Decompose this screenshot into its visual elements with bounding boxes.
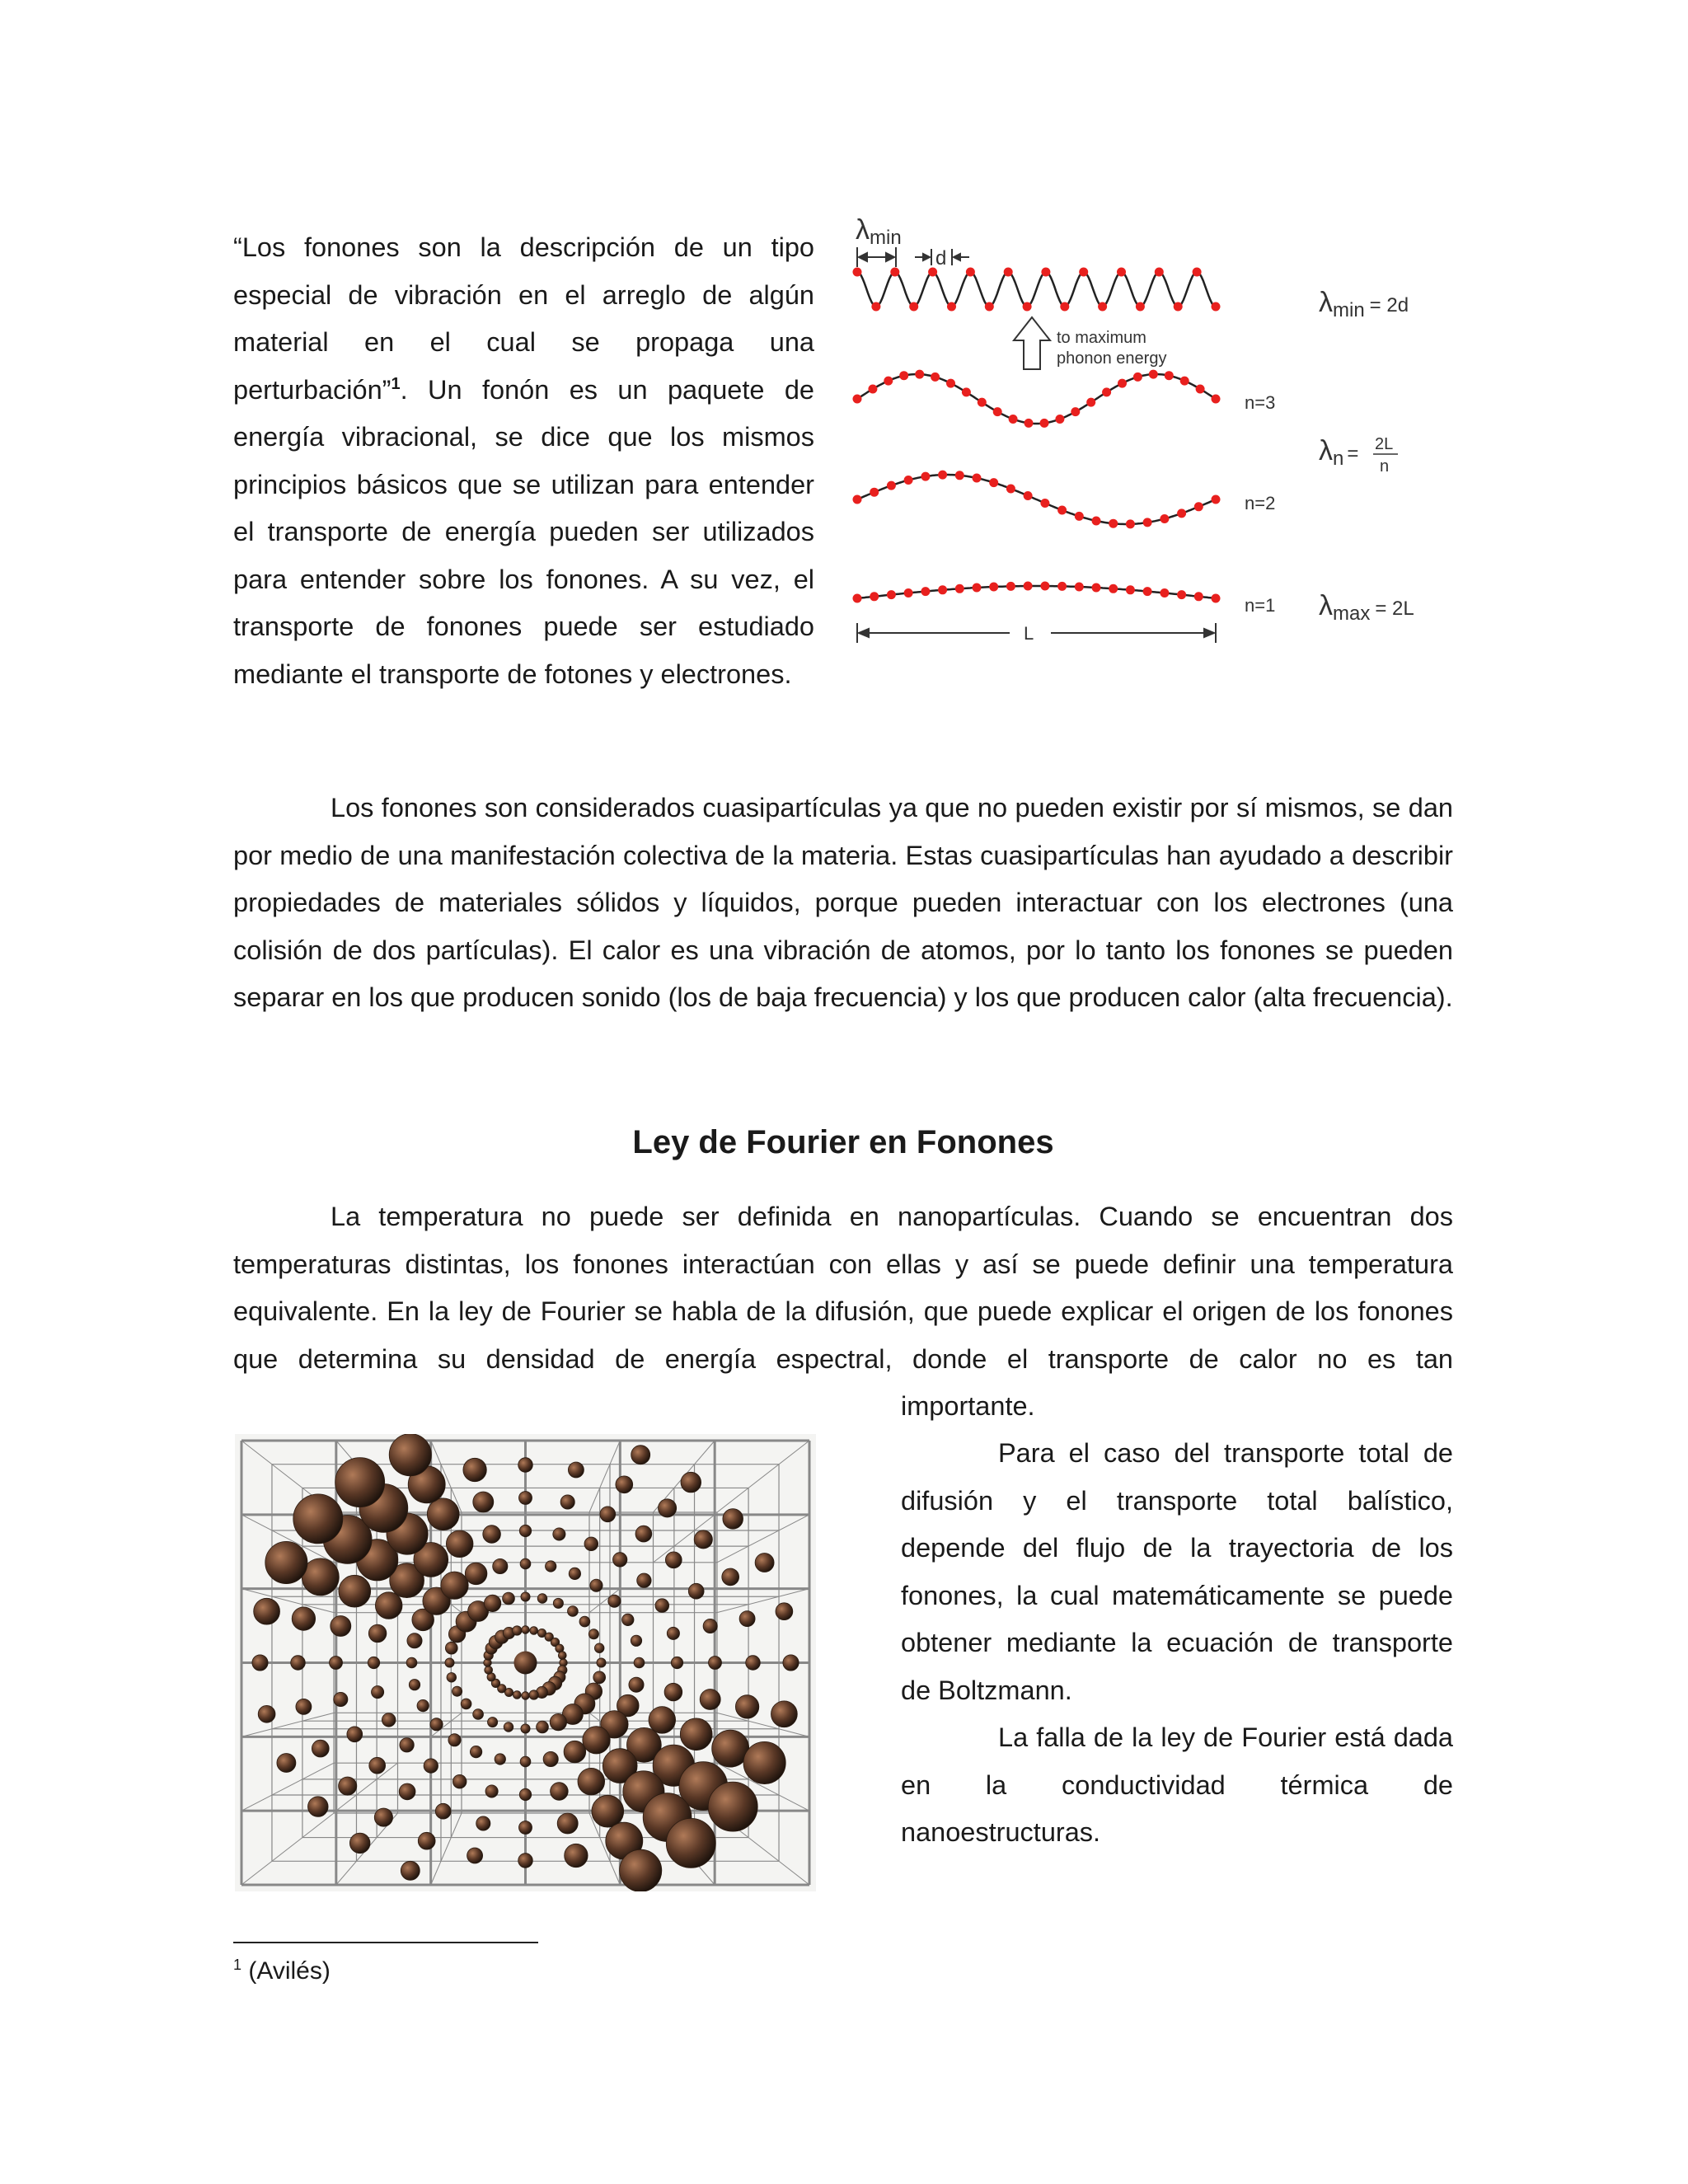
atom-dot-n1 bbox=[1143, 587, 1152, 596]
lattice-atom bbox=[339, 1575, 371, 1607]
lattice-atom bbox=[635, 1526, 652, 1542]
svg-text:2L: 2L bbox=[1375, 435, 1394, 453]
n1-label: n=1 bbox=[1245, 595, 1276, 616]
lattice-atom bbox=[565, 1844, 588, 1867]
lattice-atom bbox=[608, 1595, 621, 1607]
footnote bbox=[233, 1955, 331, 1988]
lattice-atom bbox=[557, 1813, 578, 1834]
lattice-atom bbox=[739, 1611, 755, 1627]
lattice-atom bbox=[427, 1498, 459, 1530]
lattice-atom bbox=[291, 1656, 306, 1671]
atom-dot-n3 bbox=[1118, 379, 1127, 388]
atom-dot-n3 bbox=[962, 387, 971, 396]
lattice-atom bbox=[339, 1777, 357, 1795]
lattice-atom bbox=[521, 1724, 530, 1733]
lattice-atom bbox=[597, 1658, 606, 1667]
atom-dot-n2 bbox=[870, 488, 879, 497]
atom-dot-n3 bbox=[1102, 387, 1111, 396]
lattice-atom bbox=[495, 1754, 505, 1765]
lattice-atom bbox=[461, 1699, 471, 1709]
atom-dot-n2 bbox=[989, 478, 998, 487]
lattice-atom bbox=[553, 1598, 563, 1608]
atom-dot-n2 bbox=[1040, 499, 1049, 508]
eq-lambda-min: λmin = 2d bbox=[1319, 287, 1409, 321]
lattice-atom bbox=[600, 1507, 616, 1522]
atom-dot-n2 bbox=[921, 472, 930, 481]
atom-dot-n3 bbox=[1009, 415, 1018, 424]
lattice-atom bbox=[521, 1592, 530, 1601]
atom-dot-min bbox=[985, 302, 994, 312]
paragraph-fourier-failure: La falla de la ley de Fourier está dada en la conductividad térmica de nanoestructuras. bbox=[901, 1722, 1453, 1847]
lattice-atom bbox=[430, 1718, 443, 1731]
lattice-atom bbox=[553, 1528, 565, 1540]
lattice-atom bbox=[558, 1652, 566, 1660]
atom-dot-n2 bbox=[1177, 509, 1186, 518]
lattice-atom bbox=[560, 1495, 574, 1509]
lattice-atom bbox=[513, 1626, 522, 1635]
atom-dot-n1 bbox=[904, 588, 913, 598]
atom-dot-n2 bbox=[1057, 506, 1067, 515]
lattice-atom bbox=[664, 1683, 682, 1701]
lattice-atom bbox=[407, 1633, 422, 1648]
lattice-atom bbox=[616, 1476, 633, 1493]
lattice-atom bbox=[519, 1492, 532, 1505]
atom-dot-n3 bbox=[899, 371, 908, 380]
atom-dot-n1 bbox=[1024, 582, 1033, 591]
svg-text:n: n bbox=[1380, 457, 1390, 476]
footnote-reference[interactable]: 1 bbox=[391, 374, 401, 393]
lattice-atom bbox=[590, 1579, 603, 1591]
atom-dot-n1 bbox=[973, 583, 982, 593]
lattice-atom bbox=[368, 1657, 379, 1668]
lattice-atom bbox=[593, 1671, 606, 1684]
lattice-atom bbox=[569, 1568, 580, 1579]
lattice-atom bbox=[709, 1657, 722, 1670]
lattice-atom bbox=[746, 1656, 761, 1671]
lattice-atom bbox=[503, 1592, 515, 1605]
lattice-atom bbox=[688, 1583, 704, 1599]
lattice-atom bbox=[447, 1673, 457, 1683]
lattice-atom bbox=[441, 1572, 468, 1599]
lattice-atom bbox=[334, 1692, 348, 1706]
atom-dot-min bbox=[1079, 268, 1088, 277]
atom-dot-n1 bbox=[870, 592, 879, 601]
lattice-atom bbox=[671, 1657, 682, 1668]
atom-dot-min bbox=[1041, 268, 1050, 277]
atom-dot-n2 bbox=[853, 495, 862, 504]
lattice-atom bbox=[375, 1592, 402, 1619]
atom-dot-min bbox=[1136, 302, 1145, 312]
lattice-atom bbox=[406, 1657, 417, 1668]
lattice-atom bbox=[594, 1643, 604, 1653]
atom-dot-n3 bbox=[1025, 419, 1034, 428]
atom-dot-n1 bbox=[955, 584, 964, 593]
atom-dot-n2 bbox=[1092, 517, 1101, 526]
atom-dot-n3 bbox=[946, 379, 955, 388]
lattice-atom bbox=[667, 1627, 679, 1639]
atom-dot-n3 bbox=[1196, 385, 1205, 394]
lattice-atom-centre bbox=[514, 1652, 537, 1675]
arrow-label-line1: to maximum bbox=[1057, 329, 1146, 347]
lattice-atom bbox=[331, 1616, 351, 1637]
atom-dot-n3 bbox=[1086, 398, 1095, 407]
lattice-atom bbox=[530, 1627, 538, 1635]
lattice-atom bbox=[519, 1821, 532, 1835]
atom-dot-min bbox=[871, 302, 880, 312]
lattice-atom bbox=[537, 1594, 547, 1604]
lattice-atom bbox=[629, 1677, 644, 1692]
lattice-atom bbox=[448, 1734, 461, 1746]
lattice-atom bbox=[335, 1458, 385, 1507]
lattice-atom bbox=[252, 1655, 268, 1671]
lattice-atom bbox=[470, 1746, 481, 1757]
lattice-atom bbox=[265, 1541, 307, 1583]
lattice-atom bbox=[622, 1614, 634, 1625]
lattice-atom bbox=[649, 1707, 676, 1734]
atom-dot-n3 bbox=[1149, 370, 1158, 379]
atom-dot-n3 bbox=[1071, 407, 1080, 416]
atom-dot-n2 bbox=[1212, 495, 1221, 504]
lattice-atom bbox=[583, 1727, 610, 1754]
lattice-atom bbox=[592, 1795, 624, 1827]
lattice-atom bbox=[666, 1818, 715, 1868]
lattice-atom bbox=[401, 1861, 420, 1880]
atom-dots bbox=[853, 268, 1221, 603]
lattice-atom bbox=[409, 1680, 420, 1690]
lattice-atom bbox=[537, 1721, 549, 1733]
lattice-atom bbox=[368, 1624, 387, 1643]
lattice-atom bbox=[463, 1458, 486, 1481]
lattice-atom bbox=[529, 1690, 538, 1699]
atom-dot-n2 bbox=[1024, 491, 1033, 500]
atom-dot-n1 bbox=[1194, 592, 1203, 601]
lattice-atom bbox=[417, 1699, 429, 1711]
lattice-atom bbox=[513, 1691, 521, 1699]
atom-dot-n1 bbox=[1092, 583, 1101, 593]
lattice-atom bbox=[484, 1595, 500, 1611]
lattice-atom bbox=[424, 1759, 438, 1773]
phonon-wave-diagram bbox=[849, 204, 1442, 666]
atom-dot-n2 bbox=[1075, 512, 1084, 521]
atom-dot-n3 bbox=[915, 370, 924, 379]
footnote-number: 1 bbox=[233, 1957, 242, 1973]
atom-dot-n3 bbox=[1055, 415, 1064, 424]
atom-dot-n1 bbox=[1075, 583, 1084, 592]
L-dimension bbox=[857, 623, 1216, 643]
lattice-atom bbox=[473, 1709, 484, 1720]
paragraph-temperature-end: importante. bbox=[901, 1391, 1035, 1421]
wave-lambda-min bbox=[857, 272, 1216, 307]
atom-dot-n3 bbox=[853, 395, 862, 404]
n2-label: n=2 bbox=[1245, 493, 1276, 513]
paragraph-temperature: La temperatura no puede ser definida en nanopartículas. Cuando se encuentran dos temperaturas distintas, los fonones interactúan con ellas y así se puede definir una temperatura equivalente. En la ley de Fourier se habla de la difusión, que puede explicar el origen de los fonones que determina su densidad de energía espectral, donde el transporte de calor no es tan bbox=[233, 1202, 1453, 1374]
lattice-atom bbox=[445, 1642, 457, 1654]
lattice-atom bbox=[452, 1686, 462, 1696]
atom-dot-n2 bbox=[973, 474, 982, 483]
lattice-atom bbox=[473, 1492, 494, 1512]
lattice-atom bbox=[519, 1525, 531, 1536]
atom-dot-n1 bbox=[1057, 582, 1067, 591]
lattice-atom bbox=[349, 1833, 370, 1854]
atom-dot-n1 bbox=[989, 583, 998, 592]
lattice-atom bbox=[550, 1713, 566, 1730]
lattice-atom bbox=[483, 1526, 501, 1544]
lattice-atom bbox=[735, 1695, 758, 1718]
d-label: d bbox=[935, 247, 947, 269]
lattice-atom bbox=[568, 1606, 579, 1617]
lattice-atom bbox=[399, 1783, 415, 1800]
wave-n3 bbox=[857, 374, 1216, 424]
lattice-atom bbox=[382, 1713, 396, 1727]
lattice-atom bbox=[308, 1797, 329, 1817]
arrow-label-line2: phonon energy bbox=[1057, 349, 1167, 368]
atom-dot-n3 bbox=[1212, 395, 1221, 404]
atom-dot-min bbox=[966, 268, 975, 277]
lattice-atom bbox=[476, 1816, 490, 1830]
lattice-atom bbox=[637, 1573, 651, 1587]
atom-dot-n2 bbox=[1143, 518, 1152, 527]
atom-dot-n1 bbox=[1040, 582, 1049, 591]
lattice-atom bbox=[703, 1619, 717, 1633]
lattice-atom bbox=[551, 1783, 569, 1801]
lattice-atom bbox=[292, 1607, 315, 1630]
lattice-atom bbox=[522, 1692, 530, 1700]
lattice-atom bbox=[722, 1568, 739, 1586]
lattice-atom bbox=[700, 1690, 720, 1710]
lattice-atom bbox=[694, 1530, 712, 1549]
atom-dot-min bbox=[947, 302, 956, 312]
eq-lambda-n bbox=[1319, 435, 1398, 476]
atom-dot-n1 bbox=[853, 594, 862, 603]
lattice-atom bbox=[254, 1598, 280, 1624]
n3-label: n=3 bbox=[1245, 392, 1276, 413]
atom-dot-min bbox=[1004, 268, 1013, 277]
atom-dot-n2 bbox=[1126, 519, 1135, 528]
section-heading: Ley de Fourier en Fonones bbox=[632, 1124, 1054, 1160]
lattice-atom bbox=[493, 1558, 508, 1573]
footnote-text: (Avilés) bbox=[248, 1957, 331, 1985]
atom-dot-min bbox=[1174, 302, 1183, 312]
atom-dot-n2 bbox=[887, 481, 896, 490]
lattice-atom bbox=[681, 1472, 701, 1493]
lattice-atom bbox=[659, 1499, 677, 1517]
lattice-atom bbox=[620, 1849, 662, 1891]
atom-dot-n2 bbox=[1194, 502, 1203, 511]
paragraph-quasiparticles: Los fonones son considerados cuasipartículas ya que no pueden existir por sí mismos, se dan por medio de una manifestación colectiva de la materia. Estas cuasipartículas han ayudado a describir propiedades de materiales sólidos y líquidos, porque pueden interactuar con los electrones (una colisión de dos partículas). El calor es una vibración de atomos, por lo tanto los fonones se pueden separar en los que producen sonido (los de baja frecuencia) y los que producen calor (alta frecuencia). bbox=[233, 793, 1453, 1012]
atom-dot-min bbox=[1117, 268, 1126, 277]
lattice-atom bbox=[296, 1699, 312, 1714]
atom-dot-n1 bbox=[1126, 585, 1135, 594]
lattice-atom bbox=[445, 1658, 454, 1667]
lattice-atom bbox=[518, 1458, 533, 1473]
phonon-lattice-image bbox=[235, 1434, 816, 1891]
lattice-atom bbox=[312, 1740, 329, 1757]
atom-dot-n3 bbox=[1040, 419, 1049, 428]
lattice-atom bbox=[400, 1738, 414, 1752]
atom-dot-n1 bbox=[887, 590, 896, 599]
footnote-separator bbox=[233, 1942, 538, 1943]
atom-dot-min bbox=[1155, 268, 1164, 277]
lattice-atom bbox=[564, 1741, 586, 1763]
atom-dot-min bbox=[1193, 268, 1202, 277]
atom-dot-n1 bbox=[938, 585, 947, 594]
lattice-atom bbox=[485, 1666, 493, 1675]
lattice-atom bbox=[330, 1657, 343, 1670]
lattice-atom bbox=[418, 1832, 435, 1849]
lattice-atom bbox=[568, 1462, 584, 1478]
lattice-atom bbox=[631, 1635, 641, 1646]
atom-dot-n1 bbox=[1212, 594, 1221, 603]
atom-dot-min bbox=[1023, 302, 1032, 312]
atom-dot-min bbox=[853, 268, 862, 277]
lattice-atom bbox=[578, 1768, 605, 1795]
lattice-atom bbox=[520, 1558, 531, 1569]
atom-dot-n3 bbox=[884, 377, 893, 386]
lattice-atom bbox=[783, 1655, 799, 1671]
lattice-atom bbox=[374, 1808, 392, 1826]
intro-text-after: . Un fonón es un paquete de energía vibracional, se dice que los mismos principios básicos que se utilizan para entender el transporte de energía pueden ser utilizados para entender sobre los fonones. A su vez, el transporte de fonones puede ser estudiado mediante el transporte de fotones y electrones. bbox=[233, 374, 814, 689]
atom-dot-n3 bbox=[978, 398, 987, 407]
atom-dot-n1 bbox=[1006, 582, 1015, 591]
lattice-atom bbox=[546, 1561, 556, 1572]
atom-dot-min bbox=[1212, 302, 1221, 312]
atom-dot-n2 bbox=[904, 476, 913, 485]
atom-dot-min bbox=[1098, 302, 1107, 312]
lattice-atom bbox=[655, 1599, 669, 1613]
lambda-min-dimension bbox=[857, 247, 896, 267]
atom-dot-n1 bbox=[1177, 590, 1186, 599]
atom-dot-min bbox=[890, 268, 899, 277]
atom-dot-n3 bbox=[993, 407, 1002, 416]
lattice-atom bbox=[771, 1701, 798, 1727]
lattice-atom bbox=[723, 1509, 743, 1530]
lattice-atom bbox=[708, 1782, 757, 1831]
lattice-atom bbox=[579, 1616, 590, 1627]
atom-dot-n3 bbox=[1133, 373, 1142, 382]
svg-text:λn=: λn = bbox=[1319, 435, 1359, 470]
lattice-atom bbox=[372, 1686, 384, 1699]
atom-dot-min bbox=[909, 302, 918, 312]
lattice-atom bbox=[522, 1626, 530, 1634]
lattice-atom bbox=[634, 1657, 645, 1668]
lattice-atom bbox=[518, 1854, 533, 1868]
paragraph-boltzmann: Para el caso del transporte total de difusión y el transporte total balístico, depende del flujo de la trayectoria de los fonones, la cual matemáticamente se puede obtener mediante la ecuación de transporte de Boltzmann. bbox=[901, 1438, 1453, 1705]
lattice-atom bbox=[293, 1494, 343, 1544]
lattice-atom bbox=[504, 1722, 513, 1732]
atom-dot-n3 bbox=[931, 373, 940, 382]
atom-dot-n2 bbox=[1006, 485, 1015, 494]
eq-lambda-max: λmax = 2L bbox=[1319, 590, 1414, 625]
lattice-atom bbox=[680, 1718, 712, 1750]
lattice-atom bbox=[488, 1718, 498, 1727]
atom-dot-n1 bbox=[1109, 584, 1118, 593]
lattice-atom bbox=[519, 1788, 531, 1800]
lattice-atom bbox=[389, 1434, 431, 1476]
lattice-atom bbox=[665, 1552, 682, 1568]
up-arrow-icon bbox=[1014, 317, 1050, 369]
lattice-atom bbox=[446, 1530, 473, 1558]
lattice-atom bbox=[465, 1563, 487, 1585]
intro-text-before: “Los fonones son la descripción de un tipo especial de vibración en el arreglo de algún material en el cual se propaga una perturbación” bbox=[233, 232, 814, 405]
atom-dot-min bbox=[1060, 302, 1069, 312]
lattice-atom bbox=[347, 1727, 363, 1742]
lattice-atom bbox=[631, 1446, 650, 1465]
lattice-atom bbox=[467, 1848, 483, 1863]
L-label: L bbox=[1024, 623, 1034, 644]
lattice-atom bbox=[435, 1803, 451, 1819]
lattice-atom bbox=[520, 1756, 531, 1767]
atom-dot-n2 bbox=[1109, 519, 1118, 528]
atom-dot-n1 bbox=[1160, 588, 1169, 598]
atom-dot-n2 bbox=[955, 471, 964, 480]
lattice-atom bbox=[277, 1754, 296, 1773]
intro-paragraph bbox=[233, 224, 814, 698]
lattice-atom bbox=[743, 1741, 785, 1783]
atom-dot-n1 bbox=[921, 587, 930, 596]
lattice-atom bbox=[452, 1774, 467, 1788]
atom-dot-n3 bbox=[1180, 377, 1189, 386]
atom-dot-n2 bbox=[1160, 514, 1169, 523]
lattice-atom bbox=[485, 1785, 498, 1797]
lambda-min-label: λmin bbox=[856, 214, 902, 249]
lattice-atom bbox=[584, 1537, 598, 1551]
lattice-atom bbox=[258, 1705, 275, 1722]
atom-dot-n3 bbox=[868, 385, 877, 394]
atom-dot-min bbox=[928, 268, 937, 277]
lattice-atom bbox=[776, 1603, 793, 1620]
atom-dot-n3 bbox=[1165, 371, 1174, 380]
atom-dot-n2 bbox=[938, 471, 947, 480]
lattice-atom bbox=[588, 1629, 598, 1639]
lattice-atom bbox=[613, 1553, 627, 1567]
lattice-atom bbox=[369, 1757, 386, 1774]
lattice-atom bbox=[543, 1751, 558, 1766]
lattice-atom bbox=[755, 1554, 774, 1572]
